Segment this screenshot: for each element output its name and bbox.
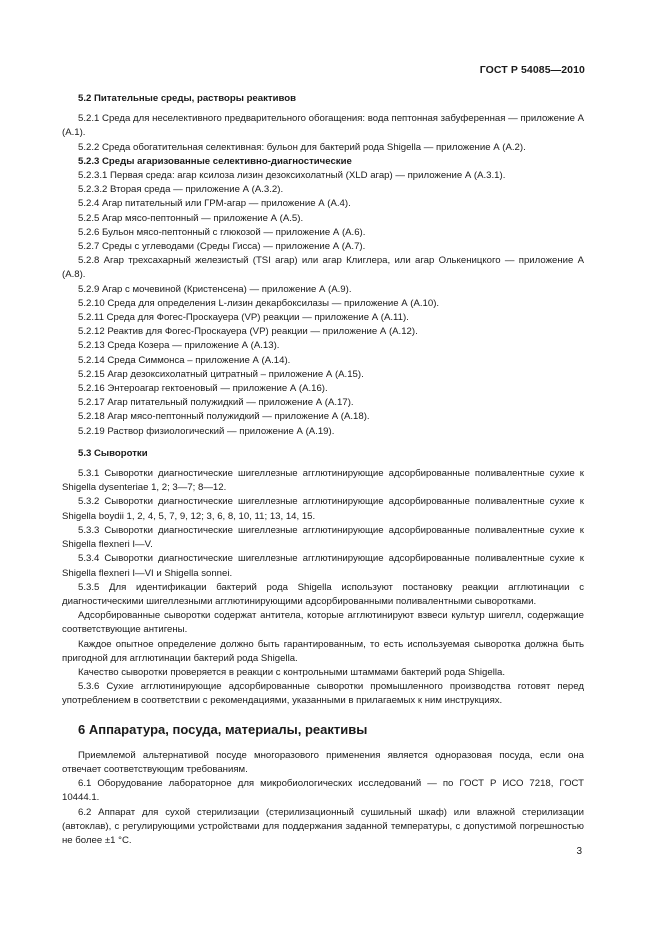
list-item: 5.2.19 Раствор физиологический — приложение А (А.19). bbox=[78, 425, 335, 437]
section-5-2-title: 5.2 Питательные среды, растворы реактивов bbox=[78, 93, 297, 104]
paragraph: Каждое опытное определение должно быть гарантированным, то есть используемая сыворотка должна быть пригодной для агглютинации бактерий рода Shigella. bbox=[62, 638, 584, 664]
list-item: 5.2.5 Агар мясо-пептонный — приложение А (А.5). bbox=[78, 212, 304, 224]
list-item: 5.2.16 Энтероагар гектоеновый — приложение А (А.16). bbox=[78, 383, 328, 395]
paragraph: Адсорбированные сыворотки содержат антитела, которые агглютинируют взвеси культур шигелл, содержащие соответствующие антигены. bbox=[62, 610, 584, 636]
paragraph: Качество сыворотки проверяется в реакции с контрольными штаммами бактерий рода Shigella. bbox=[78, 666, 505, 678]
subsection-5-2-3-title: 5.2.3 Среды агаризованные селективно-диагностические bbox=[78, 155, 352, 167]
paragraph: 6.2 Аппарат для сухой стерилизации (стерилизационный сушильный шкаф) или влажной стерилизации (автоклав), с регулирующими устройствами для поддержания заданной температуры, с допустимой погрешностью не более ±1 °С. bbox=[62, 806, 584, 846]
paragraph: 5.2.2 Среда обогатительная селективная: бульон для бактерий рода Shigella — приложение А (А.2). bbox=[78, 141, 526, 153]
paragraph: Приемлемой альтернативой посуде многоразового применения является одноразовая посуда, если она отвечает соответствующим требованиям. bbox=[62, 749, 584, 775]
paragraph: 5.3.2 Сыворотки диагностические шигеллезные агглютинирующие адсорбированные поливалентные сухие к Shigella boydii 1, 2, 4, 5, 7, 9, 12; 3, 6, 8, 10, 11; 13, 14, 15. bbox=[62, 496, 584, 522]
list-item: 5.2.18 Агар мясо-пептонный полужидкий — приложение А (А.18). bbox=[78, 411, 370, 423]
list-item: 5.2.3.2 Вторая среда — приложение А (А.3.2). bbox=[78, 184, 284, 196]
list-item: 5.2.11 Среда для Фогес-Проскауера (VP) реакции — приложение А (А.11). bbox=[78, 312, 409, 324]
paragraph: 6.1 Оборудование лабораторное для микробиологических исследований — по ГОСТ Р ИСО 7218, ГОСТ 10444.1. bbox=[62, 778, 584, 804]
list-item: 5.2.6 Бульон мясо-пептонный с глюкозой — приложение А (А.6). bbox=[78, 226, 366, 238]
list-item: 5.2.10 Среда для определения L-лизин декарбоксилазы — приложение А (А.10). bbox=[78, 297, 440, 309]
list-item: 5.2.14 Среда Симмонса – приложение А (А.14). bbox=[78, 354, 291, 366]
document-code: ГОСТ Р 54085—2010 bbox=[479, 64, 585, 76]
page-number: 3 bbox=[576, 846, 582, 857]
list-item: 5.2.13 Среда Козера — приложение А (А.13). bbox=[78, 340, 280, 352]
list-item: 5.2.9 Агар с мочевиной (Кристенсена) — приложение А (А.9). bbox=[78, 283, 352, 295]
section-6-title: 6 Аппаратура, посуда, материалы, реактивы bbox=[78, 721, 368, 737]
list-item: 5.2.7 Среды с углеводами (Среды Гисса) — приложение А (А.7). bbox=[78, 241, 366, 253]
paragraph: 5.3.5 Для идентификации бактерий рода Shigella используют постановку реакции агглютинации с диагностическими шигеллезными агглютинирующими адсорбированными поливалентными сыворотками. bbox=[62, 581, 584, 607]
document-body bbox=[62, 92, 584, 848]
section-5-3-title: 5.3 Сыворотки bbox=[78, 447, 148, 459]
paragraph: 5.3.3 Сыворотки диагностические шигеллезные агглютинирующие адсорбированные поливалентные сухие к Shigella flexneri I—V. bbox=[62, 524, 584, 551]
paragraph: 5.2.1 Среда для неселективного предварительного обогащения: вода пептонная забуференная — приложение А (А.1). bbox=[62, 113, 584, 139]
paragraph: 5.3.1 Сыворотки диагностические шигеллезные агглютинирующие адсорбированные поливалентные сухие к Shigella dysenteriae 1, 2; 3—7; 8—12. bbox=[62, 468, 584, 494]
paragraph: 5.2.8 Агар трехсахарный железистый (TSI агар) или агар Клиглера, или агар Олькеницкого — приложение А (А.8). bbox=[62, 255, 584, 281]
list-item: 5.2.12 Реактив для Фогес-Проскауера (VP) реакции — приложение А (А.12). bbox=[78, 326, 418, 338]
list-item: 5.2.15 Агар дезоксихолатный цитратный – приложение А (А.15). bbox=[78, 368, 364, 380]
paragraph: 5.3.6 Сухие агглютинирующие адсорбированные сыворотки промышленного производства готовят перед употреблением в соответствии с рекомендациями, указанными в прилагаемых к ним инструкциях. bbox=[62, 681, 584, 707]
list-item: 5.2.3.1 Первая среда: агар ксилоза лизин дезоксихолатный (XLD агар) — приложение А (А.3.1). bbox=[78, 170, 506, 182]
paragraph: 5.3.4 Сыворотки диагностические шигеллезные агглютинирующие адсорбированные поливалентные сухие к Shigella flexneri I—VI и Shigella sonnei. bbox=[62, 553, 584, 579]
list-item: 5.2.4 Агар питательный или ГРМ-агар — приложение А (А.4). bbox=[78, 198, 351, 210]
list-item: 5.2.17 Агар питательный полужидкий — приложение А (А.17). bbox=[78, 397, 354, 409]
